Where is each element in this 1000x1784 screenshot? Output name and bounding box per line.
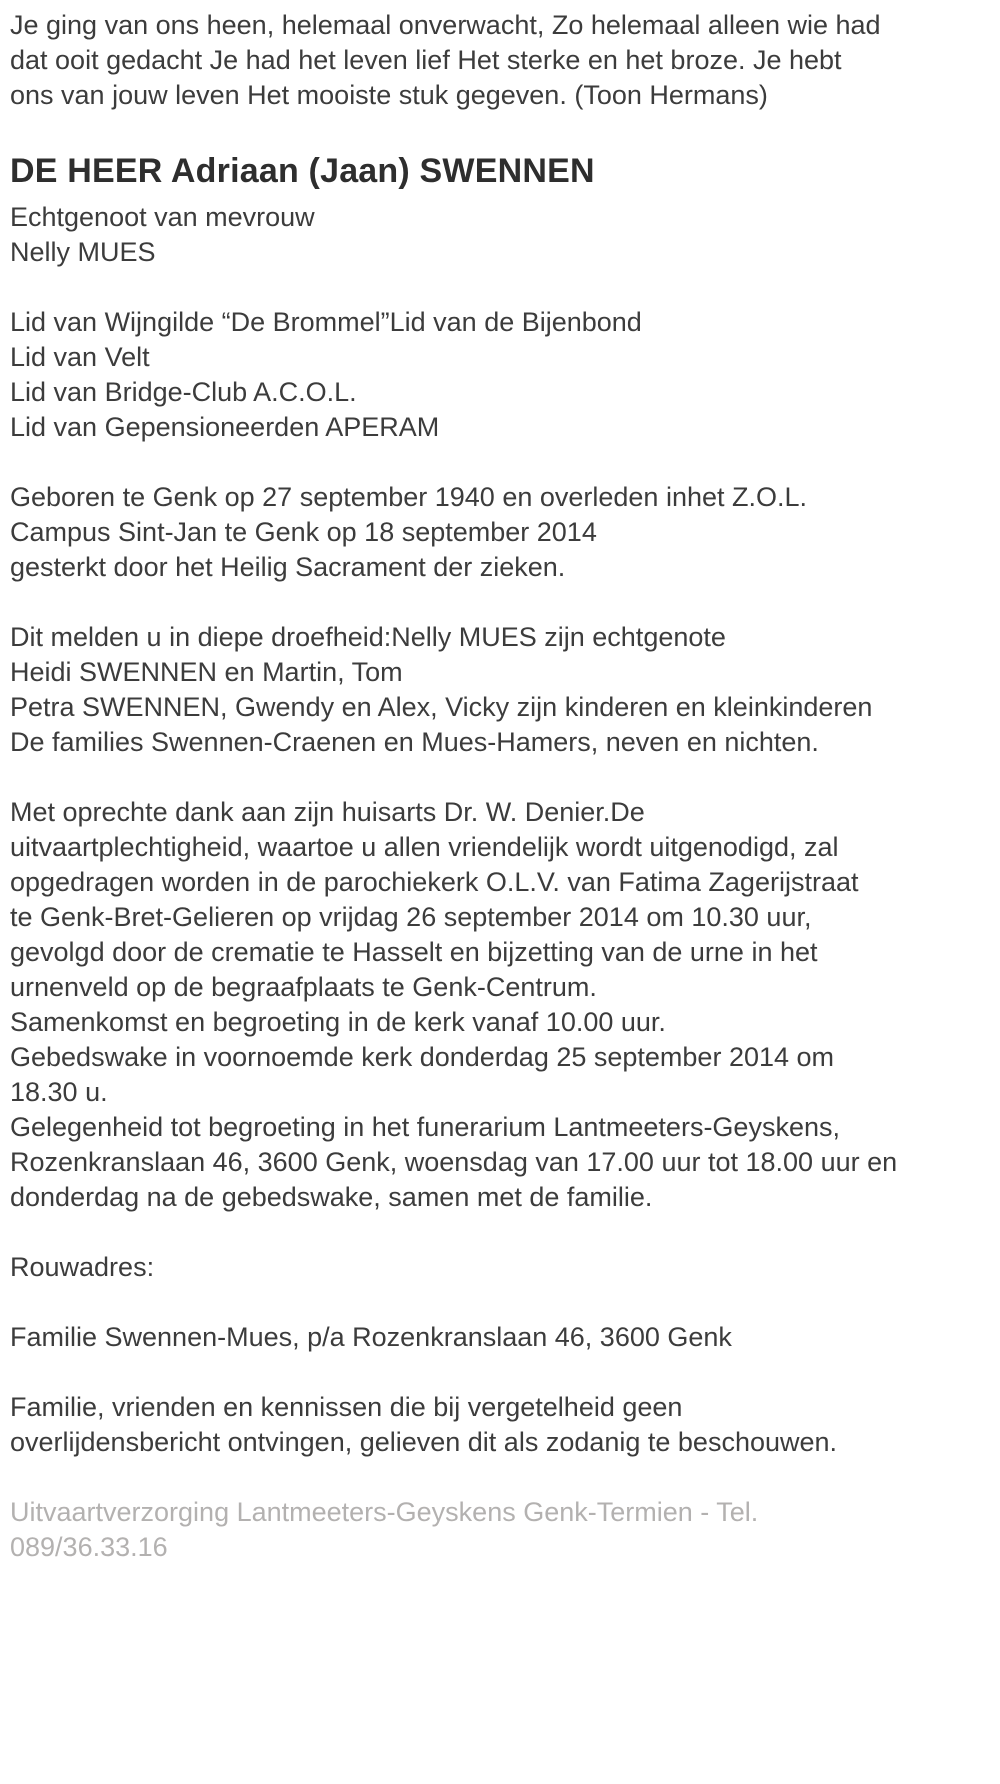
text-line: urnenveld op de begraafplaats te Genk-Centrum. bbox=[10, 972, 597, 1002]
text-line: Samenkomst en begroeting in de kerk vanaf 10.00 uur. bbox=[10, 1007, 666, 1037]
text-line: Gelegenheid tot begroeting in het funerarium Lantmeeters-Geyskens, bbox=[10, 1112, 840, 1142]
text-line: donderdag na de gebedswake, samen met de familie. bbox=[10, 1182, 653, 1212]
text-line: Nelly MUES bbox=[10, 237, 156, 267]
text-line: Familie, vrienden en kennissen die bij vergetelheid geen bbox=[10, 1392, 683, 1422]
text-line: 089/36.33.16 bbox=[10, 1532, 168, 1562]
text-line: Lid van Bridge-Club A.C.O.L. bbox=[10, 377, 357, 407]
memberships-block bbox=[10, 305, 988, 445]
birth-death-block bbox=[10, 480, 988, 585]
text-line: opgedragen worden in de parochiekerk O.L.V. van Fatima Zagerijstraat bbox=[10, 867, 859, 897]
text-line: gesterkt door het Heilig Sacrament der zieken. bbox=[10, 552, 566, 582]
deceased-name-title: DE HEER Adriaan (Jaan) SWENNEN bbox=[10, 152, 595, 190]
disclaimer-block bbox=[10, 1390, 988, 1460]
spouse-block bbox=[10, 200, 988, 270]
text-line: Geboren te Genk op 27 september 1940 en overleden inhet Z.O.L. bbox=[10, 482, 808, 512]
undertaker-footer bbox=[10, 1495, 988, 1565]
text-line: De families Swennen-Craenen en Mues-Hamers, neven en nichten. bbox=[10, 727, 819, 757]
text-line: 18.30 u. bbox=[10, 1077, 108, 1107]
text-line: Lid van Wijngilde “De Brommel”Lid van de Bijenbond bbox=[10, 307, 642, 337]
rouwadres-value: Familie Swennen-Mues, p/a Rozenkranslaan 46, 3600 Genk bbox=[10, 1322, 732, 1352]
text-line: Echtgenoot van mevrouw bbox=[10, 202, 315, 232]
text-line: Met oprechte dank aan zijn huisarts Dr. W. Denier.De bbox=[10, 797, 645, 827]
text-line: Lid van Gepensioneerden APERAM bbox=[10, 412, 440, 442]
rouwadres-value-block bbox=[10, 1320, 988, 1355]
text-line: Uitvaartverzorging Lantmeeters-Geyskens Genk-Termien - Tel. bbox=[10, 1497, 759, 1527]
text-line: gevolgd door de crematie te Hasselt en bijzetting van de urne in het bbox=[10, 937, 818, 967]
text-line: Petra SWENNEN, Gwendy en Alex, Vicky zijn kinderen en kleinkinderen bbox=[10, 692, 873, 722]
rouwadres-label-block bbox=[10, 1250, 988, 1285]
text-line: Lid van Velt bbox=[10, 342, 150, 372]
text-line: Heidi SWENNEN en Martin, Tom bbox=[10, 657, 403, 687]
obituary-document bbox=[10, 8, 988, 1565]
text-line: te Genk-Bret-Gelieren op vrijdag 26 september 2014 om 10.30 uur, bbox=[10, 902, 812, 932]
text-line: Gebedswake in voornoemde kerk donderdag 25 september 2014 om bbox=[10, 1042, 835, 1072]
text-line: Campus Sint-Jan te Genk op 18 september 2014 bbox=[10, 517, 597, 547]
text-line: uitvaartplechtigheid, waartoe u allen vriendelijk wordt uitgenodigd, zal bbox=[10, 832, 839, 862]
funeral-details-block bbox=[10, 795, 988, 1215]
text-line: overlijdensbericht ontvingen, gelieven dit als zodanig te beschouwen. bbox=[10, 1427, 838, 1457]
text-line: Rozenkranslaan 46, 3600 Genk, woensdag van 17.00 uur tot 18.00 uur en bbox=[10, 1147, 898, 1177]
poem-block bbox=[10, 8, 988, 113]
text-line: Dit melden u in diepe droefheid:Nelly MUES zijn echtgenote bbox=[10, 622, 726, 652]
family-block bbox=[10, 620, 988, 760]
text-line: dat ooit gedacht Je had het leven lief Het sterke en het broze. Je hebt bbox=[10, 45, 842, 75]
text-line: ons van jouw leven Het mooiste stuk gegeven. (Toon Hermans) bbox=[10, 80, 768, 110]
rouwadres-label: Rouwadres: bbox=[10, 1252, 155, 1282]
text-line: Je ging van ons heen, helemaal onverwacht, Zo helemaal alleen wie had bbox=[10, 10, 881, 40]
